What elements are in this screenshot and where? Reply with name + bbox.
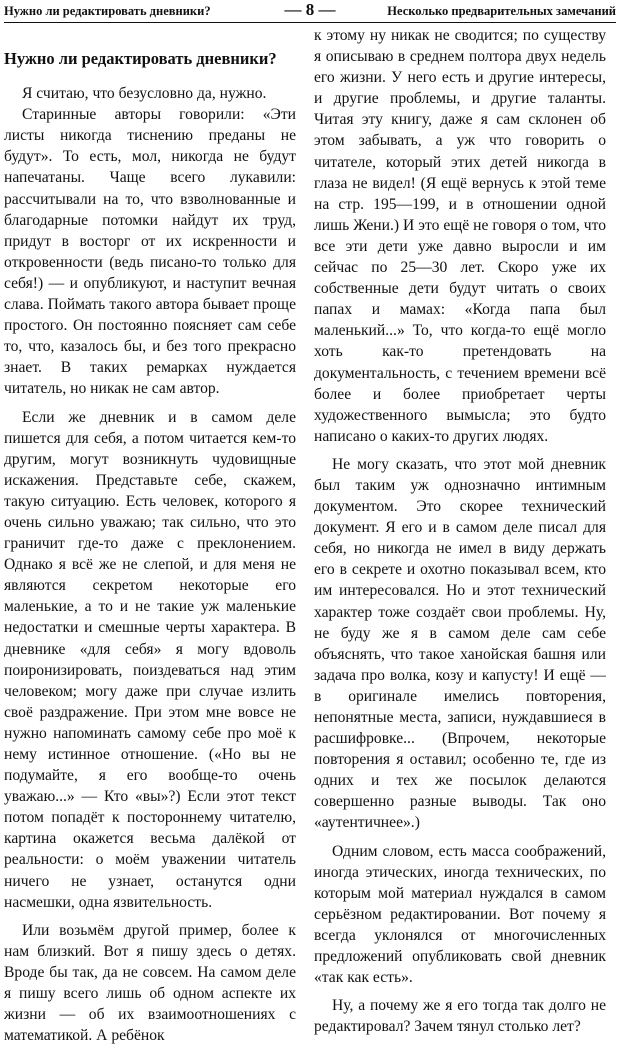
header-rule (4, 22, 616, 23)
running-header (4, 2, 616, 22)
paragraph: Ну, а почему же я его тогда так долго не редактировал? Зачем тянул столько лет? (314, 997, 606, 1036)
paragraph: Если же дневник и в самом деле пишется для себя, а потом читается кем-то другим, могут возникнуть чудовищные искажения. Представьте себе, скажем, такую ситуацию. Есть человек, которого я очень сильно уважаю; так сильно, что это граничит где-то даже с преклонением. Однако я всё же не слепой, и для меня не являются секретом некоторые его маленькие, а то и не такие уж маленькие недостатки и смешные черты характера. В дневнике «для себя» я могу вдоволь поиронизировать, поиздеваться над этим человеком; могу даже при случае излить своё раздражение. При этом мне вовсе не нужно напоминать самому себе про моё к нему истинное отношение. («Но вы не подумайте, я его вообще-то очень уважаю...» — Кто «вы»?) Если этот текст потом попадёт к постороннему читателю, картина окажется весьма далёкой от реальности: о моём уважении читатель ничего не узнает, останутся одни насмешки, одна язвительность. (4, 408, 296, 911)
left-column (4, 30, 296, 1046)
paragraph: Одним словом, есть масса соображений, иногда этических, иногда технических, по которым мой материал нуждался в самом серьёзном редактировании. Вот почему я всегда уклонялся от многочисленных предложений опубликовать свой дневник «так как есть». (314, 842, 606, 987)
section-title: Нужно ли редактировать дневники? (4, 49, 277, 68)
paragraph: Старинные авторы говорили: «Эти листы никогда тиснению преданы не будут». То есть, мол, никогда не будут напечатаны. Чаще всего лукавили: рассчитывали на то, что взволнованные и благодарные потомки найдут их труд, придут в восторг от их искренности и откровенности (ведь писано-то только для себя!) — и опубликуют, и наступит вечная слава. Поймать такого автора бывает проще простого. Он постоянно поясняет сам себе то, что, казалось бы, и без того прекрасно знает. В таких ремарках нуждается читатель, но никак не сам автор. (4, 106, 296, 398)
paragraph: к этому ну никак не сводится; по существу я описываю в среднем полтора двух недель его жизни. У него есть и другие интересы, и другие проблемы, и другие таланты. Читая эту книгу, даже я сам склонен об этом забывать, а уж что говорить о читателе, который этих детей никогда в глаза не видел! (Я ещё вернусь к этой теме на стр. 195—199, и в отношении одной лишь Жени.) И это ещё не говоря о том, что все эти дети уже давно выросли и им сейчас по 25—30 лет. Скоро уже их собственные дети будут читать о своих папах и мамах: «Когда папа был маленький...» То, что когда-то ещё могло хоть как-то претендовать на документальность, с течением времени всё более и более приобретает черты художественного вымысла; это будто написано о каких-то других людях. (314, 27, 606, 445)
right-column (314, 25, 606, 1037)
header-right-title: Несколько предварительных замечаний (387, 4, 616, 18)
page-number: — 8 — (284, 0, 336, 19)
paragraph: Я считаю, что безусловно да, нужно. (22, 85, 267, 103)
paragraph: Или возьмём другой пример, более к нам близкий. Вот я пишу здесь о детях. Вроде бы так, да не совсем. На самом деле я пишу всего лишь об одном аспекте их жизни — об их взаимоотношениях с математикой. А ребёнок (4, 921, 296, 1045)
paragraph: Не могу сказать, что этот мой дневник был таким уж однозначно интимным документом. Это скорее технический документ. Я его и в самом деле писал для себя, но никогда не имел в виду держать его в секрете и охотно показывал всем, кто им интересовался. Но и этот технический характер тоже создаёт свои проблемы. Ну, не буду же я в самом деле сам себе объяснять, что такое ханойская башня или задача про волка, козу и капусту! И ещё — в оригинале имелись повторения, непонятные места, записи, нуждавшиеся в расшифровке... (Впрочем, некоторые повторения я оставил; особенно те, где из одних и тех же посылок делаются совершенно разные выводы. Так оно «аутентичнее».) (314, 455, 606, 832)
header-left-title: Нужно ли редактировать дневники? (4, 4, 211, 18)
